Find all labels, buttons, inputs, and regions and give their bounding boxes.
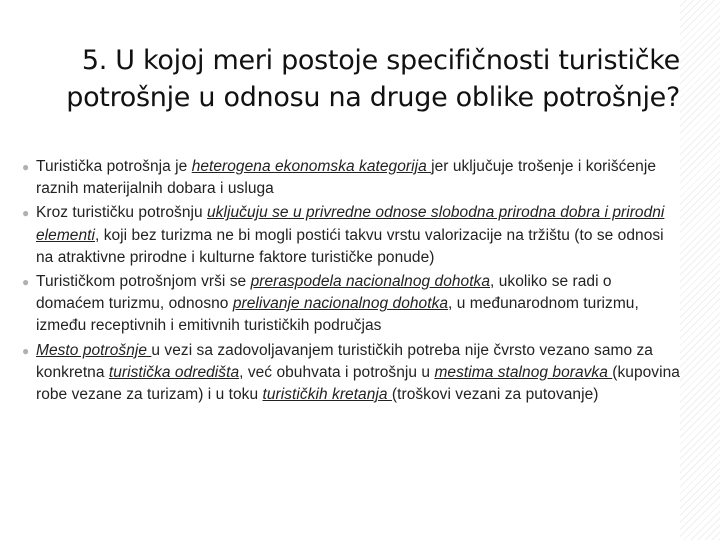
bullet-icon: ●	[22, 206, 30, 221]
emphasis-text: uključuju se u privredne odnose slobodna prirodna dobra i prirodni elementi	[36, 204, 665, 244]
emphasis-text: Mesto potrošnje	[36, 341, 152, 359]
bullet-item: ● Turistička potrošnja je heterogena ekonomska kategorija jer uključuje trošenje i korišćenje raznih materijalnih dobara i usluga	[22, 158, 656, 198]
bullet-icon: ●	[22, 343, 30, 358]
bullet-item: ● Mesto potrošnje u vezi sa zadovoljavanjem turističkih potreba nije čvrsto vezano samo za konkretna turistička odredišta, već obuhvata i potrošnju u mestima stalnog boravka (kupovina robe vezane za turizam) i u toku turističkih kretanja (troškovi vezani za putovanje)	[22, 341, 680, 404]
emphasis-text: mestima stalnog boravka	[434, 363, 613, 381]
bullet-item: ● Turističkom potrošnjom vrši se preraspodela nacionalnog dohotka, ukoliko se radi o domaćem turizmu, odnosno prelivanje nacionalnog dohotka, u međunarodnom turizmu, između receptivnih i emitivnih turističkih područjas	[22, 273, 639, 335]
bullet-list	[22, 156, 682, 406]
bullet-icon: ●	[22, 275, 30, 290]
slide-title	[40, 42, 680, 116]
emphasis-text: prelivanje nacionalnog dohotka	[232, 295, 449, 313]
title-line-2: potrošnje u odnosu na druge oblike potrošnje?	[66, 82, 680, 113]
title-line-1: 5. U kojoj meri postoje specifičnosti turističke	[81, 45, 680, 76]
emphasis-text: turističkih kretanja	[262, 386, 392, 404]
decorative-pattern	[680, 0, 720, 540]
bullet-item: ● Kroz turističku potrošnju uključuju se u privredne odnose slobodna prirodna dobra i prirodni elementi, koji bez turizma ne bi mogli postići takvu vrstu valorizacije na tržištu (to se odnosi na atraktivne prirodne i kulturne faktore turističke ponude)	[22, 204, 665, 266]
emphasis-text: preraspodela nacionalnog dohotka	[250, 273, 491, 291]
emphasis-text: turistička odredišta	[108, 363, 240, 381]
bullet-icon: ●	[22, 160, 30, 174]
emphasis-text: heterogena ekonomska kategorija	[191, 158, 432, 175]
